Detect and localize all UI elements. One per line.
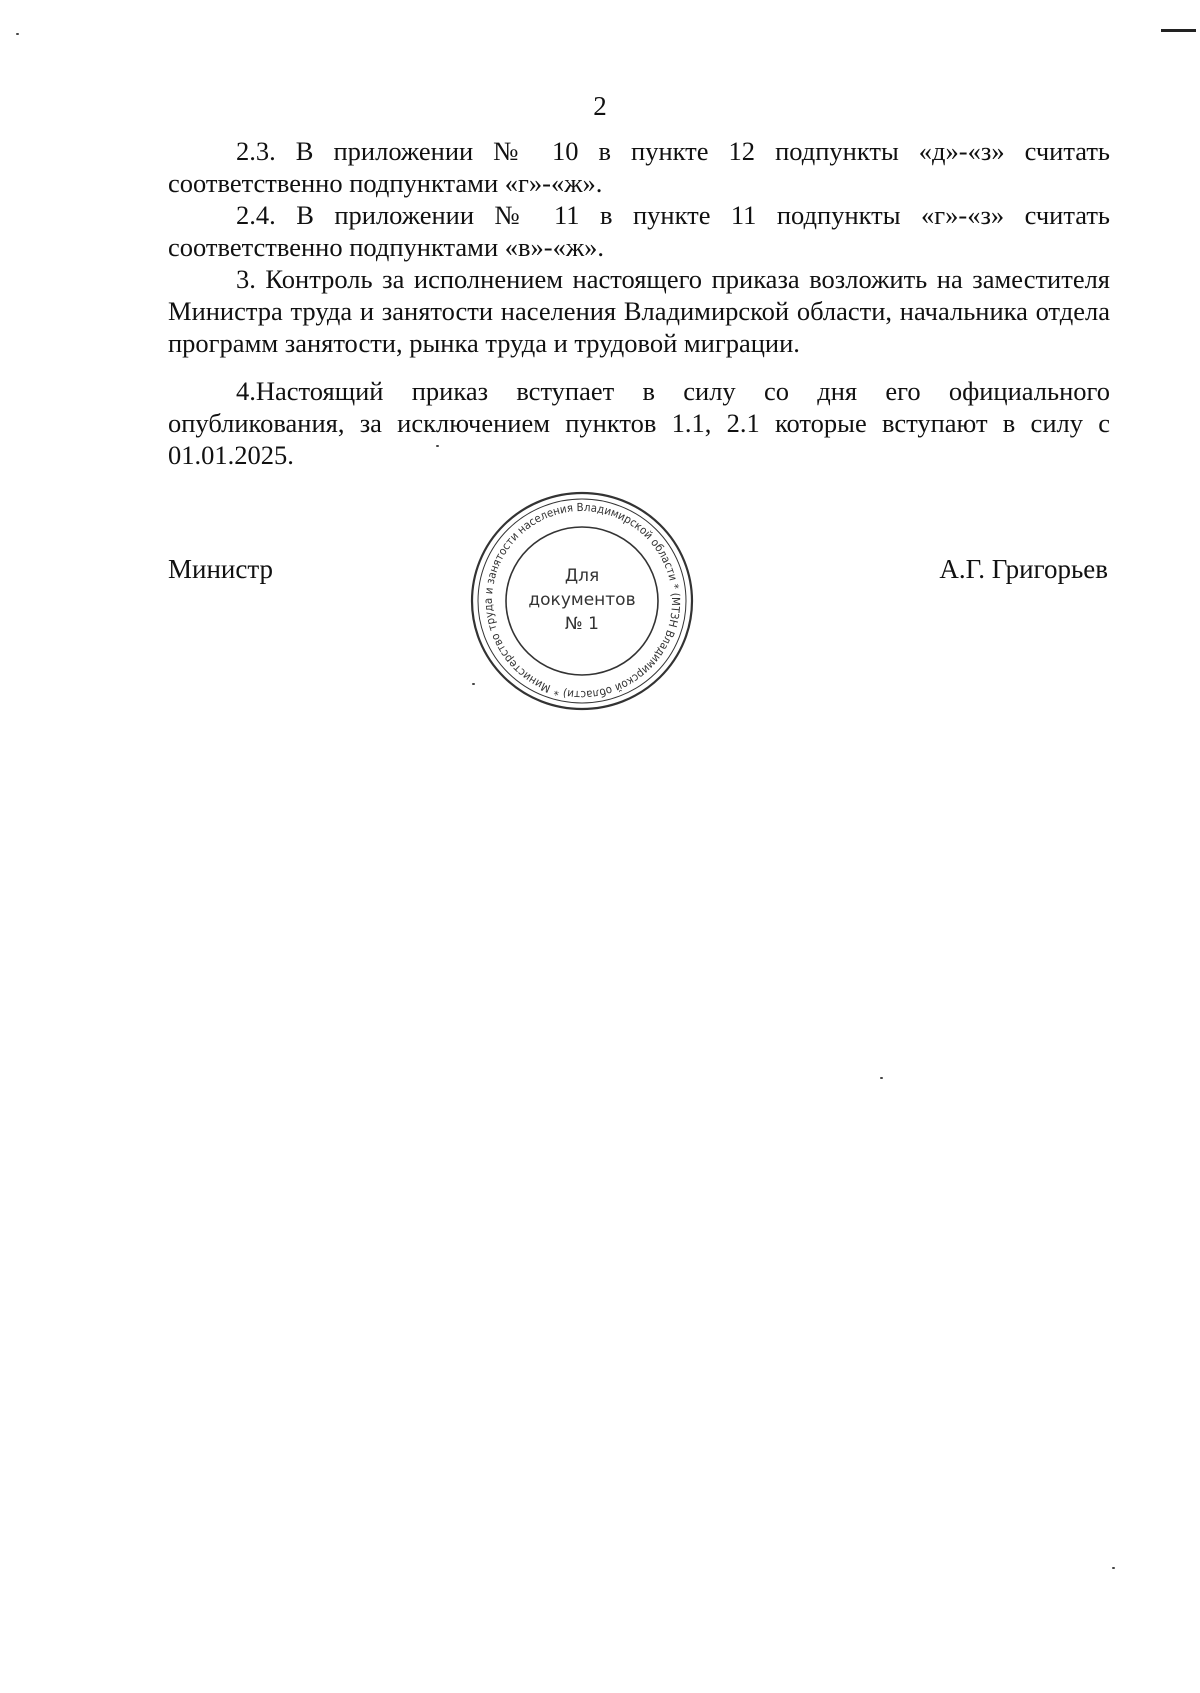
seal-center-line-3: № 1 <box>565 614 599 634</box>
paragraph-2-4: 2.4. В приложении № 11 в пункте 11 подпункты «г»-«з» считать соответственно подпунктами «в»-«ж». <box>168 200 1110 262</box>
scan-speck <box>436 445 439 447</box>
signatory-position: Министр <box>168 554 273 584</box>
seal-outer-text: Министерство труда и занятости населения Владимирской области * (МТЗН Владимирской области) * <box>481 500 683 702</box>
paragraph-4: 4.Настоящий приказ вступает в силу со дня его официального опубликования, за исключением пунктов 1.1, 2.1 которые вступают в силу с 01.01.2025. <box>168 376 1110 470</box>
official-seal <box>468 487 696 715</box>
signatory-name: А.Г. Григорьев <box>939 554 1108 584</box>
seal-center-line-1: Для <box>564 566 600 586</box>
scan-speck <box>472 683 475 685</box>
scan-speck <box>16 33 19 35</box>
page-number: 2 <box>593 91 607 121</box>
paragraph-2-3: 2.3. В приложении № 10 в пункте 12 подпункты «д»-«з» считать соответственно подпунктами «г»-«ж». <box>168 136 1110 198</box>
seal-center-line-2: документов <box>528 590 636 610</box>
scan-speck <box>880 1077 883 1079</box>
scan-mark <box>1161 29 1196 32</box>
scan-speck <box>1112 1567 1115 1569</box>
document-body <box>168 135 1110 471</box>
paragraph-3: 3. Контроль за исполнением настоящего приказа возложить на заместителя Министра труда и занятости населения Владимирской области, начальника отдела программ занятости, рынка труда и трудовой миграции. <box>168 264 1110 358</box>
